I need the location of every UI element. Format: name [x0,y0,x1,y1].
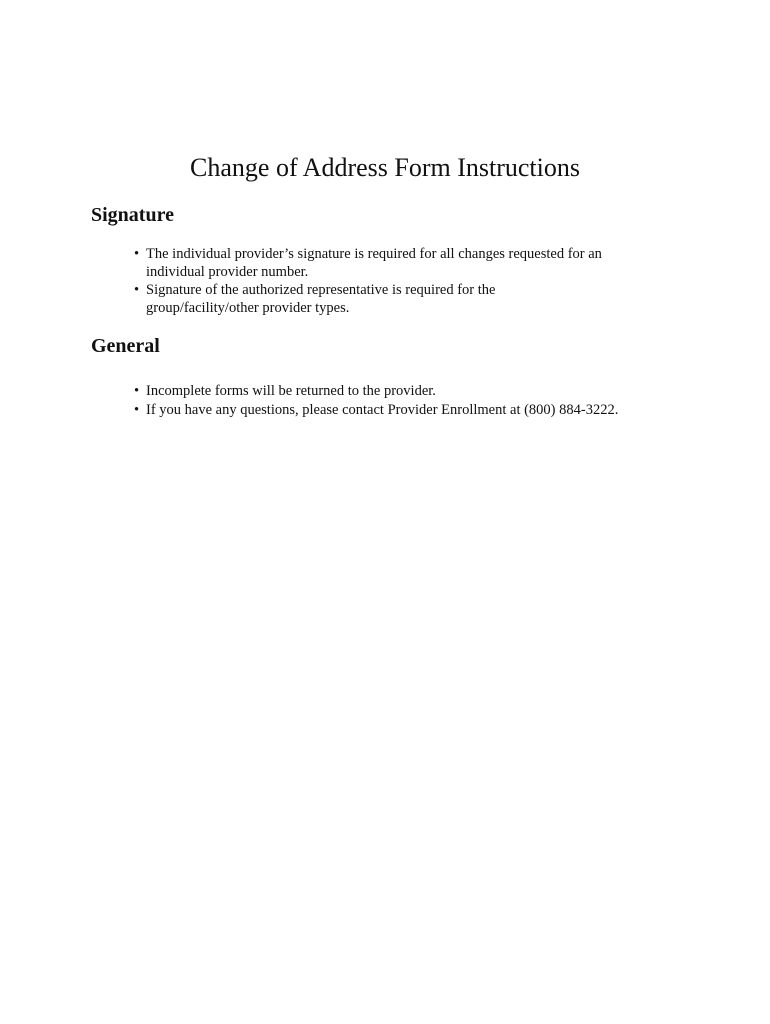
list-item [134,401,654,419]
bullet-text: If you have any questions, please contact Provider Enrollment at (800) 884-3222. [146,402,619,418]
general-bullet-list [134,382,654,419]
list-item [134,382,654,400]
bullet-text: The individual provider’s signature is required for all changes requested for an individual provider number. [146,246,602,280]
signature-bullet-list [134,245,609,317]
bullet-icon: • [134,282,140,298]
section-heading-signature: Signature [91,204,174,226]
section-heading-general: General [91,335,160,357]
list-item [134,245,609,281]
page-title: Change of Address Form Instructions [190,153,580,182]
bullet-icon: • [134,246,140,262]
bullet-icon: • [134,383,140,399]
list-item [134,281,609,317]
bullet-text: Signature of the authorized representative is required for the group/facility/other provider types. [146,282,496,316]
bullet-text: Incomplete forms will be returned to the provider. [146,383,436,399]
bullet-icon: • [134,402,140,418]
